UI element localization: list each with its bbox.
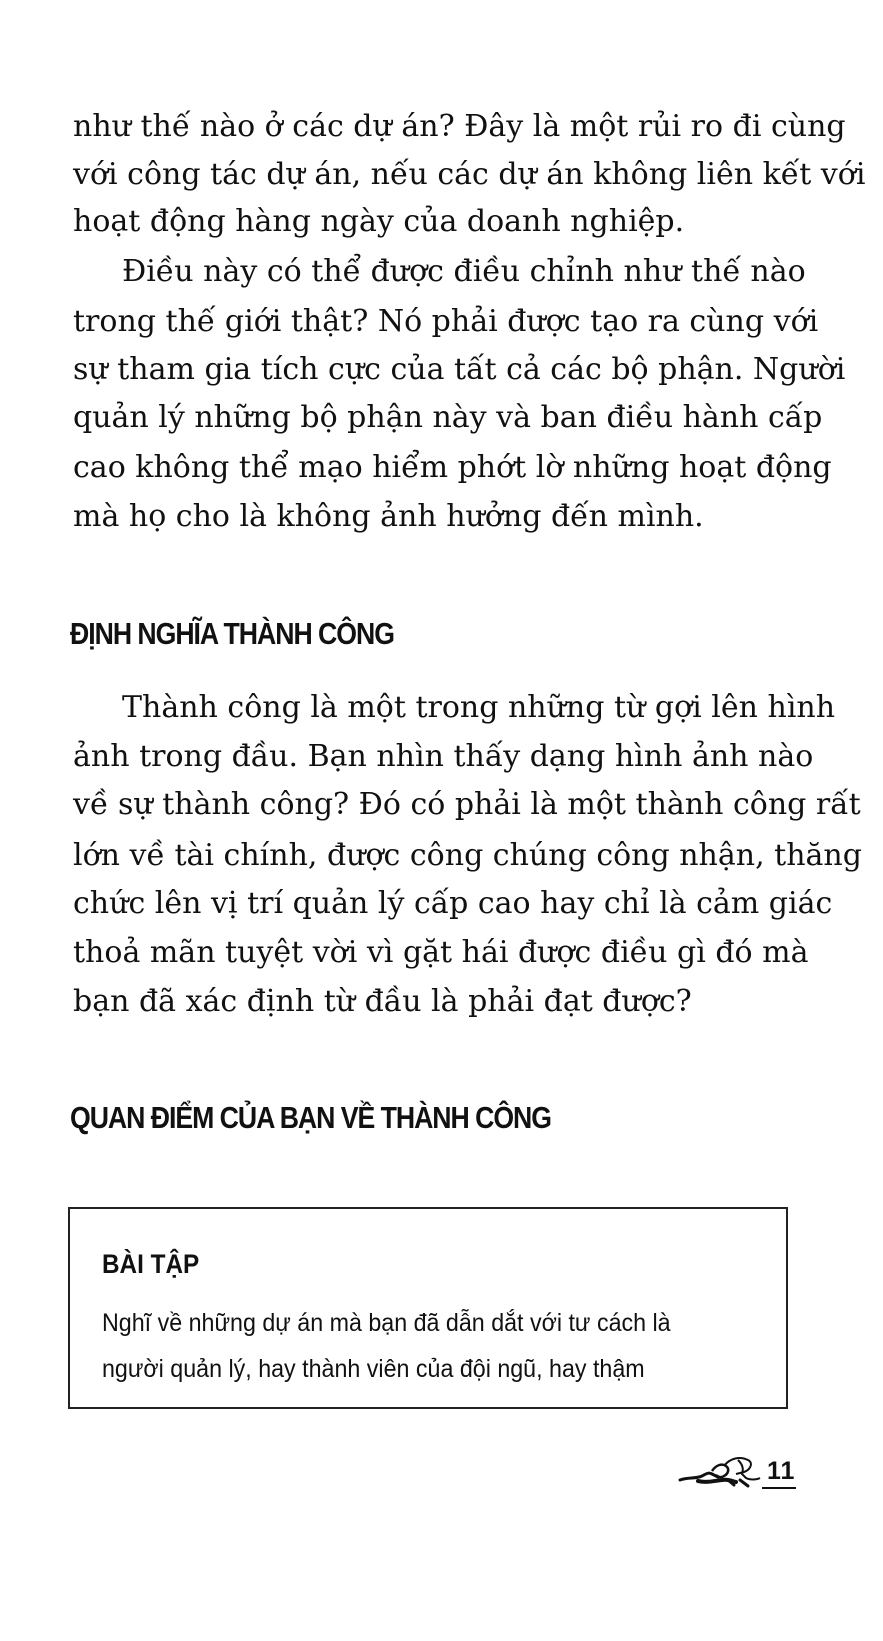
exercise-text-line: người quản lý, hay thành viên của đội ngũ, hay thậm: [102, 1355, 645, 1383]
text-line: về sự thành công? Đó có phải là một thành công rất: [73, 787, 861, 822]
text-line: Thành công là một trong những từ gợi lên hình: [122, 690, 836, 725]
section-heading: ĐỊNH NGHĨA THÀNH CÔNG: [70, 616, 394, 651]
text-line: sự tham gia tích cực của tất cả các bộ phận. Người: [73, 352, 846, 387]
text-line: bạn đã xác định từ đầu là phải đạt được?: [73, 984, 692, 1019]
exercise-box: [68, 1207, 788, 1409]
exercise-text-line: Nghĩ về những dự án mà bạn đã dẫn dắt với tư cách là: [102, 1309, 671, 1337]
text-line: Điều này có thể được điều chỉnh như thế nào: [122, 254, 806, 289]
text-line: thoả mãn tuyệt vời vì gặt hái được điều gì đó mà: [73, 935, 809, 970]
text-line: quản lý những bộ phận này và ban điều hành cấp: [73, 400, 823, 435]
text-line: chức lên vị trí quản lý cấp cao hay chỉ là cảm giác: [73, 886, 833, 921]
exercise-title: BÀI TẬP: [102, 1249, 200, 1279]
text-line: như thế nào ở các dự án? Đây là một rủi ro đi cùng: [73, 109, 846, 144]
text-line: lớn về tài chính, được công chúng công nhận, thăng: [73, 838, 862, 873]
text-line: cao không thể mạo hiểm phớt lờ những hoạt động: [73, 450, 832, 485]
text-line: với công tác dự án, nếu các dự án không liên kết với: [73, 157, 866, 192]
text-line: ảnh trong đầu. Bạn nhìn thấy dạng hình ảnh nào: [73, 739, 814, 774]
text-line: trong thế giới thật? Nó phải được tạo ra cùng với: [73, 304, 819, 339]
section-heading: QUAN ĐIỂM CỦA BẠN VỀ THÀNH CÔNG: [70, 1100, 551, 1135]
page-number: 11: [767, 1457, 796, 1485]
text-line: mà họ cho là không ảnh hưởng đến mình.: [73, 499, 704, 534]
text-line: hoạt động hàng ngày của doanh nghiệp.: [73, 204, 685, 239]
